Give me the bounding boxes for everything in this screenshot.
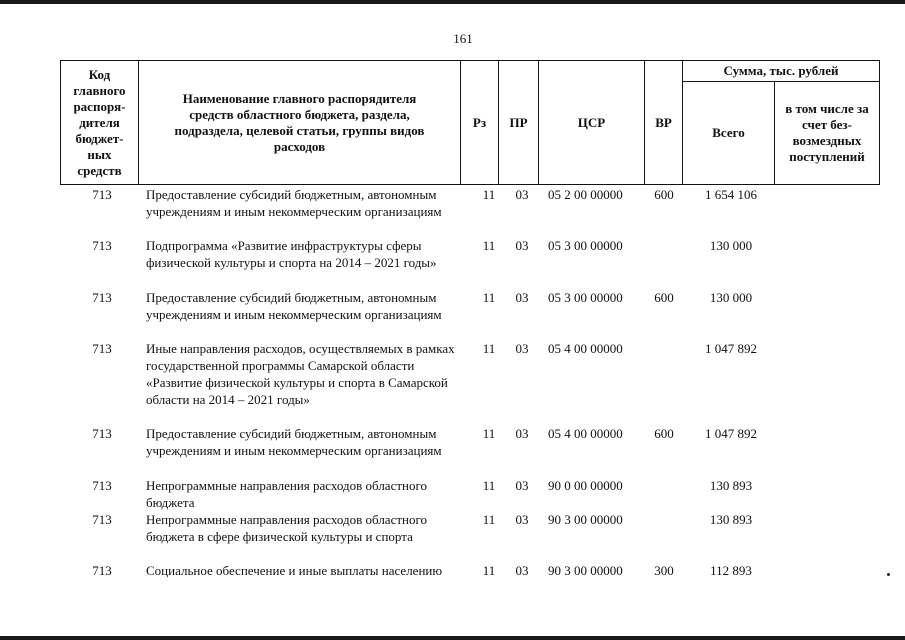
row-csr: 05 4 00 00000 bbox=[548, 426, 623, 441]
row-pr: 03 bbox=[515, 478, 529, 493]
row-total: 130 893 bbox=[709, 512, 753, 527]
row-pr: 03 bbox=[515, 426, 529, 441]
row-code: 713 bbox=[92, 290, 112, 305]
row-total: 112 893 bbox=[710, 563, 752, 578]
header-pr: ПР bbox=[509, 114, 528, 130]
row-name: Непрограммные направления расходов областного бюджета bbox=[146, 478, 427, 510]
row-vr: 600 bbox=[654, 187, 674, 202]
row-pr: 03 bbox=[515, 341, 529, 356]
row-csr: 05 3 00 00000 bbox=[548, 290, 623, 305]
row-rz: 11 bbox=[482, 426, 496, 441]
row-total: 130 893 bbox=[709, 478, 753, 493]
row-csr: 90 0 00 00000 bbox=[548, 478, 623, 493]
row-vr: 600 bbox=[654, 290, 674, 305]
row-name: Социальное обеспечение и иные выплаты населению bbox=[146, 563, 443, 578]
row-total: 1 047 892 bbox=[705, 341, 757, 356]
row-rz: 11 bbox=[482, 238, 496, 253]
row-total: 130 000 bbox=[709, 290, 753, 305]
scan-bottom-edge bbox=[0, 636, 905, 640]
row-pr: 03 bbox=[515, 187, 529, 202]
scan-speck bbox=[887, 573, 890, 576]
header-name: Наименование главного распорядителя средств областного бюджета, раздела, подраздела, целевой статьи, группы видов расходов bbox=[174, 90, 425, 154]
header-rz: Рз bbox=[472, 114, 487, 130]
row-name: Предоставление субсидий бюджетным, автономным учреждениям и иным некоммерческим организациям bbox=[146, 187, 442, 219]
header-sum-group: Сумма, тыс. рублей bbox=[723, 63, 839, 78]
header-bottom-border bbox=[60, 184, 880, 185]
row-total: 130 000 bbox=[709, 238, 753, 253]
page-number: 161 bbox=[453, 31, 473, 46]
row-code: 713 bbox=[92, 187, 112, 202]
row-code: 713 bbox=[92, 426, 112, 441]
header-csr: ЦСР bbox=[577, 114, 606, 130]
row-name: Непрограммные направления расходов областного бюджета в сфере физической культуры и спорта bbox=[146, 512, 427, 544]
row-rz: 11 bbox=[482, 563, 496, 578]
row-pr: 03 bbox=[515, 290, 529, 305]
row-rz: 11 bbox=[482, 187, 496, 202]
row-csr: 90 3 00 00000 bbox=[548, 563, 623, 578]
row-rz: 11 bbox=[482, 512, 496, 527]
header-free-receipts: в том числе за счет без-возмездных поступлений bbox=[785, 101, 869, 164]
row-name: Иные направления расходов, осуществляемых в рамках государственной программы Самарской области «Развитие физической культуры и спорта в Самарской области на 2014 – 2021 годы» bbox=[146, 341, 455, 407]
row-total: 1 047 892 bbox=[705, 426, 757, 441]
scan-top-edge bbox=[0, 0, 905, 4]
row-pr: 03 bbox=[515, 238, 529, 253]
row-code: 713 bbox=[92, 512, 112, 527]
row-code: 713 bbox=[92, 563, 112, 578]
row-total: 1 654 106 bbox=[705, 187, 757, 202]
header-border-right bbox=[879, 60, 880, 185]
header-vr: ВР bbox=[655, 114, 672, 130]
row-csr: 05 4 00 00000 bbox=[548, 341, 623, 356]
row-rz: 11 bbox=[482, 290, 496, 305]
row-name: Подпрограмма «Развитие инфраструктуры сферы физической культуры и спорта на 2014 – 2021 годы» bbox=[146, 238, 437, 270]
row-csr: 90 3 00 00000 bbox=[548, 512, 623, 527]
row-name: Предоставление субсидий бюджетным, автономным учреждениям и иным некоммерческим организациям bbox=[146, 426, 442, 458]
row-code: 713 bbox=[92, 238, 112, 253]
row-csr: 05 3 00 00000 bbox=[548, 238, 623, 253]
row-rz: 11 bbox=[482, 341, 496, 356]
row-code: 713 bbox=[92, 341, 112, 356]
row-pr: 03 bbox=[515, 563, 529, 578]
row-vr: 300 bbox=[654, 563, 674, 578]
header-code: Код главного распоря-дителя бюджет-ных средств bbox=[73, 66, 126, 178]
header-total: Всего bbox=[712, 125, 745, 140]
row-rz: 11 bbox=[482, 478, 496, 493]
row-name: Предоставление субсидий бюджетным, автономным учреждениям и иным некоммерческим организациям bbox=[146, 290, 442, 322]
row-pr: 03 bbox=[515, 512, 529, 527]
row-csr: 05 2 00 00000 bbox=[548, 187, 623, 202]
row-code: 713 bbox=[92, 478, 112, 493]
row-vr: 600 bbox=[654, 426, 674, 441]
